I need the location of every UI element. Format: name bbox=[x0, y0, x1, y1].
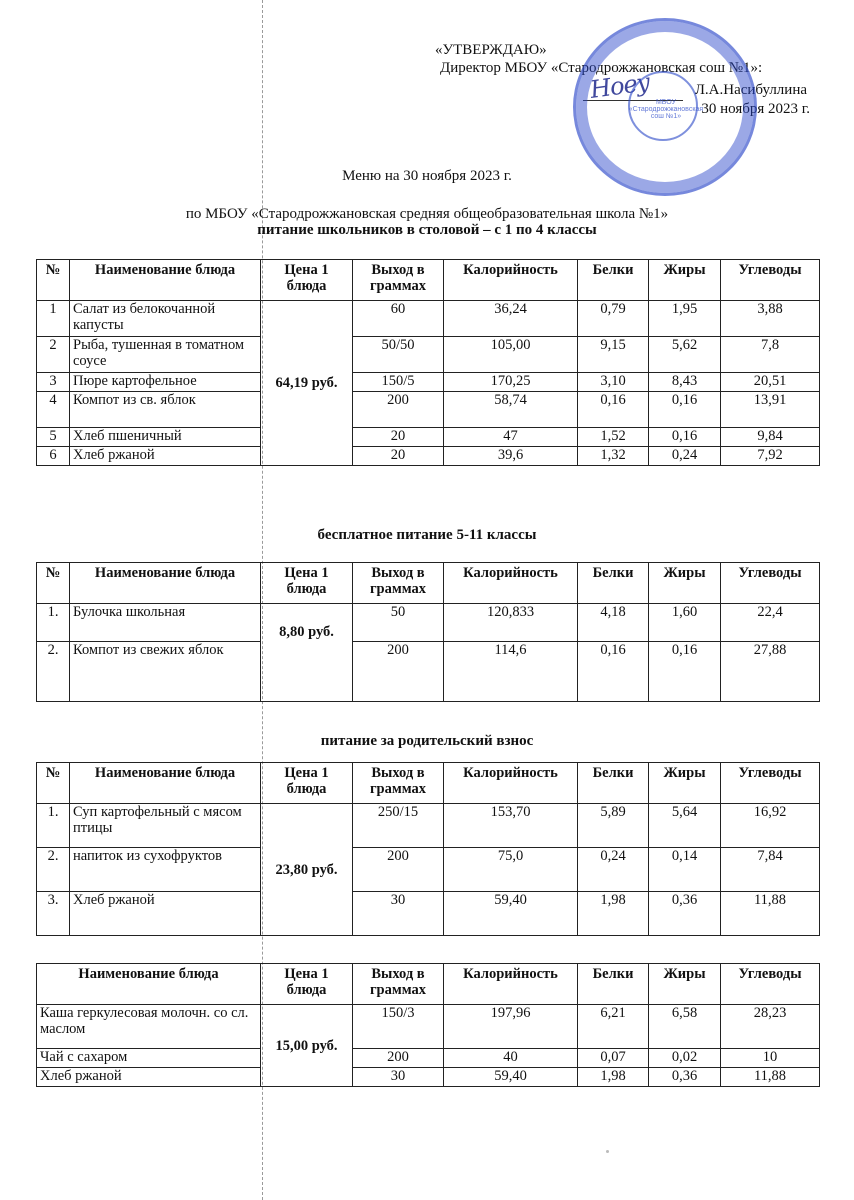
col-fat: Жиры bbox=[649, 964, 721, 1005]
cell-carbs: 28,23 bbox=[721, 1005, 820, 1049]
cell-num: 2 bbox=[37, 337, 70, 373]
director-name: Л.А.Насибуллина bbox=[694, 82, 807, 98]
cell-name: Хлеб ржаной bbox=[37, 1068, 261, 1087]
scan-speck bbox=[606, 1150, 609, 1153]
cell-name: Хлеб пшеничный bbox=[70, 428, 261, 447]
cell-output: 200 bbox=[353, 1049, 444, 1068]
col-num: № bbox=[37, 563, 70, 604]
cell-fat: 5,64 bbox=[649, 804, 721, 848]
cell-fat: 6,58 bbox=[649, 1005, 721, 1049]
col-name: Наименование блюда bbox=[37, 964, 261, 1005]
cell-calories: 75,0 bbox=[444, 848, 578, 892]
cell-carbs: 7,92 bbox=[721, 447, 820, 466]
cell-fat: 1,60 bbox=[649, 604, 721, 642]
menu-table-grades-1-4 bbox=[36, 259, 820, 466]
cell-output: 250/15 bbox=[353, 804, 444, 848]
cell-protein: 1,52 bbox=[578, 428, 649, 447]
cell-num: 1 bbox=[37, 301, 70, 337]
cell-calories: 197,96 bbox=[444, 1005, 578, 1049]
cell-num: 4 bbox=[37, 392, 70, 428]
cell-output: 60 bbox=[353, 301, 444, 337]
cell-protein: 0,79 bbox=[578, 301, 649, 337]
cell-protein: 1,98 bbox=[578, 1068, 649, 1087]
table-row bbox=[37, 848, 820, 892]
col-output: Выход в граммах bbox=[353, 260, 444, 301]
col-num: № bbox=[37, 763, 70, 804]
cell-price: 64,19 руб. bbox=[261, 301, 353, 466]
table-header-row bbox=[37, 260, 820, 301]
approve-word: «УТВЕРЖДАЮ» bbox=[435, 42, 547, 58]
cell-name: Компот из свежих яблок bbox=[70, 642, 261, 702]
col-output: Выход в граммах bbox=[353, 563, 444, 604]
table-row bbox=[37, 1068, 820, 1087]
cell-protein: 1,32 bbox=[578, 447, 649, 466]
col-protein: Белки bbox=[578, 563, 649, 604]
table-row bbox=[37, 392, 820, 428]
cell-output: 200 bbox=[353, 848, 444, 892]
col-price: Цена 1 блюда bbox=[261, 964, 353, 1005]
cell-num: 3 bbox=[37, 373, 70, 392]
cell-name: Суп картофельный с мясом птицы bbox=[70, 804, 261, 848]
cell-name: Салат из белокочанной капусты bbox=[70, 301, 261, 337]
col-protein: Белки bbox=[578, 964, 649, 1005]
cell-output: 20 bbox=[353, 428, 444, 447]
table-row bbox=[37, 428, 820, 447]
table-header-row bbox=[37, 964, 820, 1005]
menu-table-parental-fee bbox=[36, 762, 820, 936]
cell-name: Булочка школьная bbox=[70, 604, 261, 642]
cell-price: 8,80 руб. bbox=[261, 604, 353, 702]
stamp-inner-text: МБОУ «Стародрожжановская сош №1» bbox=[628, 99, 704, 120]
cell-protein: 0,07 bbox=[578, 1049, 649, 1068]
cell-output: 30 bbox=[353, 1068, 444, 1087]
cell-price: 23,80 руб. bbox=[261, 804, 353, 936]
menu-table-free-5-11 bbox=[36, 562, 820, 702]
col-carbs: Углеводы bbox=[721, 563, 820, 604]
cell-num: 1. bbox=[37, 604, 70, 642]
table-row bbox=[37, 1049, 820, 1068]
school-name: по МБОУ «Стародрожжановская средняя общеобразовательная школа №1» bbox=[185, 206, 669, 222]
cell-output: 30 bbox=[353, 892, 444, 936]
cell-num: 2. bbox=[37, 642, 70, 702]
cell-calories: 170,25 bbox=[444, 373, 578, 392]
cell-protein: 1,98 bbox=[578, 892, 649, 936]
cell-name: Хлеб ржаной bbox=[70, 892, 261, 936]
col-price: Цена 1 блюда bbox=[261, 260, 353, 301]
cell-output: 20 bbox=[353, 447, 444, 466]
col-fat: Жиры bbox=[649, 563, 721, 604]
cell-num: 3. bbox=[37, 892, 70, 936]
cell-fat: 0,16 bbox=[649, 642, 721, 702]
col-carbs: Углеводы bbox=[721, 964, 820, 1005]
cell-calories: 120,833 bbox=[444, 604, 578, 642]
col-num: № bbox=[37, 260, 70, 301]
menu-table-breakfast bbox=[36, 963, 820, 1087]
cell-carbs: 10 bbox=[721, 1049, 820, 1068]
table-row bbox=[37, 642, 820, 702]
col-fat: Жиры bbox=[649, 763, 721, 804]
cell-carbs: 16,92 bbox=[721, 804, 820, 848]
table-row bbox=[37, 301, 820, 337]
table-row bbox=[37, 447, 820, 466]
col-output: Выход в граммах bbox=[353, 964, 444, 1005]
col-calories: Калорийность bbox=[444, 763, 578, 804]
col-calories: Калорийность bbox=[444, 563, 578, 604]
cell-fat: 0,36 bbox=[649, 1068, 721, 1087]
table-row bbox=[37, 373, 820, 392]
cell-name: Компот из св. яблок bbox=[70, 392, 261, 428]
cell-calories: 105,00 bbox=[444, 337, 578, 373]
table-header-row bbox=[37, 763, 820, 804]
cell-output: 150/3 bbox=[353, 1005, 444, 1049]
cell-name: Рыба, тушенная в томатном соусе bbox=[70, 337, 261, 373]
cell-fat: 0,16 bbox=[649, 428, 721, 447]
cell-fat: 8,43 bbox=[649, 373, 721, 392]
cell-fat: 0,16 bbox=[649, 392, 721, 428]
cell-protein: 4,18 bbox=[578, 604, 649, 642]
cell-calories: 59,40 bbox=[444, 1068, 578, 1087]
cell-carbs: 3,88 bbox=[721, 301, 820, 337]
cell-protein: 0,16 bbox=[578, 642, 649, 702]
cell-output: 50 bbox=[353, 604, 444, 642]
table-row bbox=[37, 892, 820, 936]
cell-carbs: 13,91 bbox=[721, 392, 820, 428]
cell-name: Каша геркулесовая молочн. со сл. маслом bbox=[37, 1005, 261, 1049]
cell-carbs: 20,51 bbox=[721, 373, 820, 392]
cell-calories: 39,6 bbox=[444, 447, 578, 466]
signature-icon: Ноеy bbox=[588, 68, 651, 104]
section-title-1: питание школьников в столовой – с 1 по 4 классы bbox=[257, 222, 597, 238]
col-output: Выход в граммах bbox=[353, 763, 444, 804]
director-position: Директор МБОУ «Стародрожжановская сош №1»: bbox=[440, 60, 763, 76]
col-carbs: Углеводы bbox=[721, 763, 820, 804]
cell-protein: 3,10 bbox=[578, 373, 649, 392]
section-title-2: бесплатное питание 5-11 классы bbox=[317, 527, 537, 543]
cell-num: 5 bbox=[37, 428, 70, 447]
cell-name: напиток из сухофруктов bbox=[70, 848, 261, 892]
cell-fat: 0,24 bbox=[649, 447, 721, 466]
cell-calories: 114,6 bbox=[444, 642, 578, 702]
col-fat: Жиры bbox=[649, 260, 721, 301]
table-row bbox=[37, 604, 820, 642]
approval-date: 30 ноября 2023 г. bbox=[701, 101, 810, 117]
cell-calories: 36,24 bbox=[444, 301, 578, 337]
cell-output: 200 bbox=[353, 392, 444, 428]
cell-fat: 0,02 bbox=[649, 1049, 721, 1068]
cell-output: 200 bbox=[353, 642, 444, 702]
cell-output: 150/5 bbox=[353, 373, 444, 392]
table-row bbox=[37, 804, 820, 848]
cell-name: Хлеб ржаной bbox=[70, 447, 261, 466]
cell-carbs: 11,88 bbox=[721, 1068, 820, 1087]
cell-calories: 58,74 bbox=[444, 392, 578, 428]
cell-calories: 153,70 bbox=[444, 804, 578, 848]
col-protein: Белки bbox=[578, 260, 649, 301]
cell-output: 50/50 bbox=[353, 337, 444, 373]
cell-fat: 5,62 bbox=[649, 337, 721, 373]
cell-calories: 40 bbox=[444, 1049, 578, 1068]
col-protein: Белки bbox=[578, 763, 649, 804]
cell-protein: 9,15 bbox=[578, 337, 649, 373]
col-price: Цена 1 блюда bbox=[261, 563, 353, 604]
cell-num: 2. bbox=[37, 848, 70, 892]
cell-carbs: 7,8 bbox=[721, 337, 820, 373]
cell-protein: 5,89 bbox=[578, 804, 649, 848]
cell-carbs: 22,4 bbox=[721, 604, 820, 642]
cell-carbs: 7,84 bbox=[721, 848, 820, 892]
cell-num: 1. bbox=[37, 804, 70, 848]
cell-carbs: 9,84 bbox=[721, 428, 820, 447]
menu-title: Меню на 30 ноября 2023 г. bbox=[342, 168, 512, 184]
cell-fat: 0,14 bbox=[649, 848, 721, 892]
cell-num: 6 bbox=[37, 447, 70, 466]
col-calories: Калорийность bbox=[444, 964, 578, 1005]
cell-protein: 6,21 bbox=[578, 1005, 649, 1049]
cell-name: Чай с сахаром bbox=[37, 1049, 261, 1068]
cell-protein: 0,24 bbox=[578, 848, 649, 892]
col-calories: Калорийность bbox=[444, 260, 578, 301]
col-price: Цена 1 блюда bbox=[261, 763, 353, 804]
cell-name: Пюре картофельное bbox=[70, 373, 261, 392]
cell-fat: 0,36 bbox=[649, 892, 721, 936]
col-name: Наименование блюда bbox=[70, 260, 261, 301]
table-header-row bbox=[37, 563, 820, 604]
col-name: Наименование блюда bbox=[70, 563, 261, 604]
col-carbs: Углеводы bbox=[721, 260, 820, 301]
cell-calories: 59,40 bbox=[444, 892, 578, 936]
cell-protein: 0,16 bbox=[578, 392, 649, 428]
col-name: Наименование блюда bbox=[70, 763, 261, 804]
cell-calories: 47 bbox=[444, 428, 578, 447]
table-row bbox=[37, 337, 820, 373]
table-row bbox=[37, 1005, 820, 1049]
cell-fat: 1,95 bbox=[649, 301, 721, 337]
section-title-3: питание за родительский взнос bbox=[320, 733, 534, 749]
cell-carbs: 11,88 bbox=[721, 892, 820, 936]
cell-price: 15,00 руб. bbox=[261, 1005, 353, 1087]
cell-carbs: 27,88 bbox=[721, 642, 820, 702]
